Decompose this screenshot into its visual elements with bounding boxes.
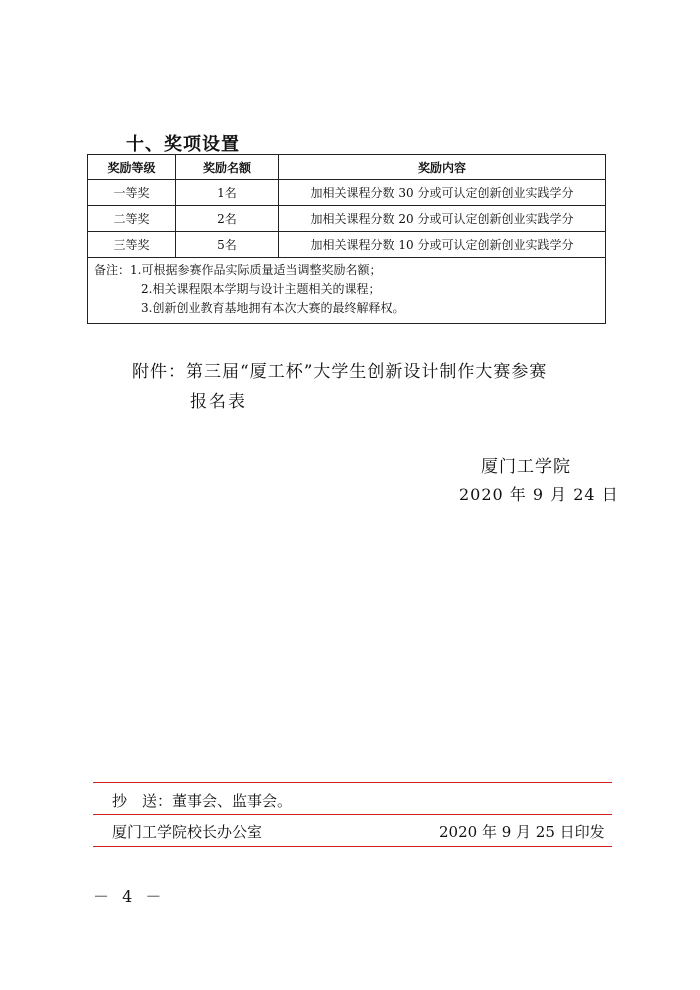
table-row [88,206,606,232]
cell-content: 加相关课程分数 10 分或可认定创新创业实践学分 [279,232,606,258]
table-notes [88,258,606,324]
cell-quota: 2名 [176,206,279,232]
footer-print-date: 2020 年 9 月 25 日印发 [439,823,605,841]
header-award-level: 奖励等级 [88,155,176,180]
awards-table [87,154,606,324]
footer-cc: 抄 送：董事会、监事会。 [112,792,293,810]
cell-content: 加相关课程分数 20 分或可认定创新创业实践学分 [279,206,606,232]
footer-middle-rule [93,814,612,815]
cell-level: 三等奖 [88,232,176,258]
section-heading: 十、奖项设置 [126,134,240,155]
footer-top-rule [93,782,612,783]
cell-content: 加相关课程分数 30 分或可认定创新创业实践学分 [279,180,606,206]
cell-quota: 5名 [176,232,279,258]
note-line: 3.创新创业教育基地拥有本次大赛的最终解释权。 [141,301,405,315]
signature-organization: 厦门工学院 [481,457,571,477]
attachment-line: 附件：第三届“厦工杯”大学生创新设计制作大赛参赛 [132,362,548,382]
cell-level: 二等奖 [88,206,176,232]
signature-date: 2020 年 9 月 24 日 [459,485,619,504]
footer-bottom-rule [93,846,612,847]
table-row [88,180,606,206]
table-notes-row [88,258,606,324]
header-award-content: 奖励内容 [279,155,606,180]
cell-quota: 1名 [176,180,279,206]
header-award-quota: 奖励名额 [176,155,279,180]
attachment-line: 报名表 [190,392,247,412]
note-line: 备注：1.可根据参赛作品实际质量适当调整奖励名额； [94,263,382,277]
footer-office: 厦门工学院校长办公室 [112,823,263,841]
page-number: － 4 － [93,887,166,906]
table-row [88,232,606,258]
cell-level: 一等奖 [88,180,176,206]
note-line: 2.相关课程限本学期与设计主题相关的课程； [141,282,381,296]
table-header-row [88,155,606,180]
